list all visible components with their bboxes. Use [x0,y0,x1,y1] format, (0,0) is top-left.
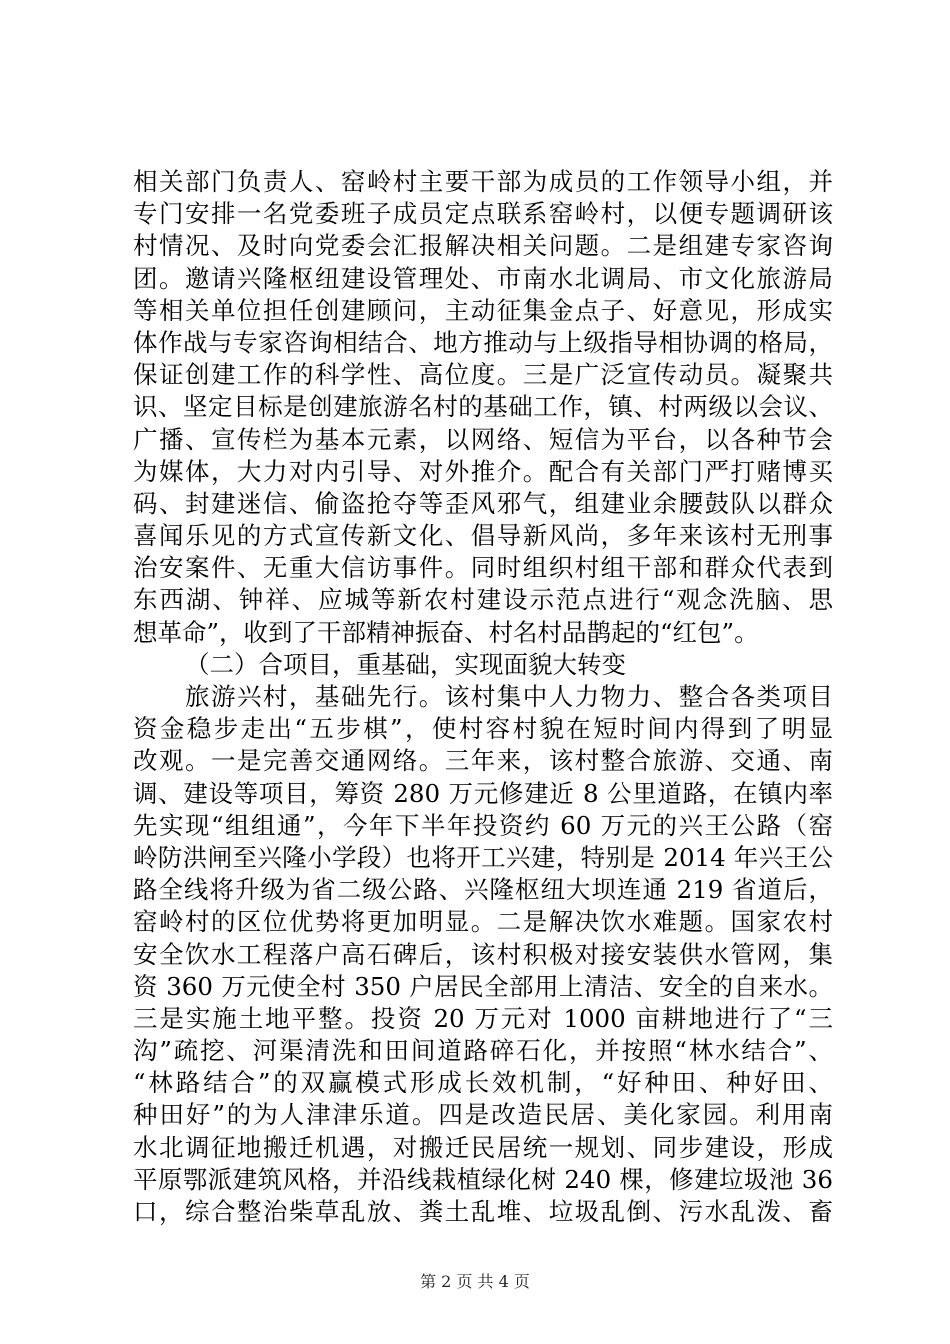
text-line: 安全饮水工程落户高石碑后，该村积极对接安装供水管网，集 [133,939,833,969]
text-line: 治安案件、无重大信访事件。同时组织村组干部和群众代表到 [133,553,833,583]
text-line: 码、封建迷信、偷盗抢夺等歪风邪气，组建业余腰鼓队以群众 [133,488,833,518]
text-line: 改观。一是完善交通网络。三年来，该村整合旅游、交通、南 [133,746,833,776]
text-line: “林路结合”的双赢模式形成长效机制，“好种田、种好田、 [133,1068,833,1098]
text-line: 相关部门负责人、窑岭村主要干部为成员的工作领导小组，并 [133,167,833,196]
text-line: 喜闻乐见的方式宣传新文化、倡导新风尚，多年来该村无刑事 [133,521,833,551]
text-line: 广播、宣传栏为基本元素，以网络、短信为平台，以各种节会 [133,424,833,454]
text-line: 等相关单位担任创建顾问，主动征集金点子、好意见，形成实 [133,295,833,325]
text-line: 路全线将升级为省二级公路、兴隆枢纽大坝连通 219 省道后， [133,875,833,905]
text-line: 东西湖、钟祥、应城等新农村建设示范点进行“观念洗脑、思 [133,585,833,615]
text-line: 专门安排一名党委班子成员定点联系窑岭村，以便专题调研该 [133,199,833,229]
text-line: 想革命”，收到了干部精神振奋、村名村品鹊起的“红包”。 [133,617,759,647]
text-line: 体作战与专家咨询相结合、地方推动与上级指导相协调的格局， [133,327,833,357]
text-line: 为媒体，大力对内引导、对外推介。配合有关部门严打赌博买 [133,456,833,486]
text-line: 保证创建工作的科学性、高位度。三是广泛宣传动员。凝聚共 [133,360,833,390]
text-line: 村情况、及时向党委会汇报解决相关问题。二是组建专家咨询 [133,231,833,261]
text-line: 岭防洪闸至兴隆小学段）也将开工兴建，特别是 2014 年兴王公 [133,842,833,872]
section-heading: （二）合项目，重基础，实现面貌大转变 [185,649,626,679]
paragraph-first-line: 旅游兴村，基础先行。该村集中人力物力、整合各类项目 [185,682,833,711]
text-line: 种田好”的为人津津乐道。四是改造民居、美化家园。利用南 [133,1100,833,1130]
text-line: 三是实施土地平整。投资 20 万元对 1000 亩耕地进行了“三 [133,1003,833,1033]
text-line: 识、坚定目标是创建旅游名村的基础工作，镇、村两级以会议、 [133,392,833,422]
text-line: 资 360 万元使全村 350 户居民全部用上清洁、安全的自来水。 [133,971,833,1001]
text-line: 水北调征地搬迁机遇，对搬迁民居统一规划、同步建设，形成 [133,1132,833,1162]
text-line: 先实现“组组通”，今年下半年投资约 60 万元的兴王公路（窑 [133,810,833,840]
text-line: 平原鄂派建筑风格，并沿线栽植绿化树 240 棵，修建垃圾池 36 [133,1164,833,1194]
document-body [133,166,833,1228]
text-line: 窑岭村的区位优势将更加明显。二是解决饮水难题。国家农村 [133,907,833,937]
text-line: 资金稳步走出“五步棋”，使村容村貌在短时间内得到了明显 [133,714,833,744]
text-line: 口，综合整治柴草乱放、粪土乱堆、垃圾乱倒、污水乱泼、畜 [133,1197,833,1226]
text-line: 沟”疏挖、河渠清洗和田间道路碎石化，并按照“林水结合”、 [133,1036,833,1066]
text-line: 调、建设等项目，筹资 280 万元修建近 8 公里道路，在镇内率 [133,778,833,808]
text-line: 团。邀请兴隆枢纽建设管理处、市南水北调局、市文化旅游局 [133,263,833,293]
page-number-footer: 第 2 页 共 4 页 [420,1272,530,1291]
